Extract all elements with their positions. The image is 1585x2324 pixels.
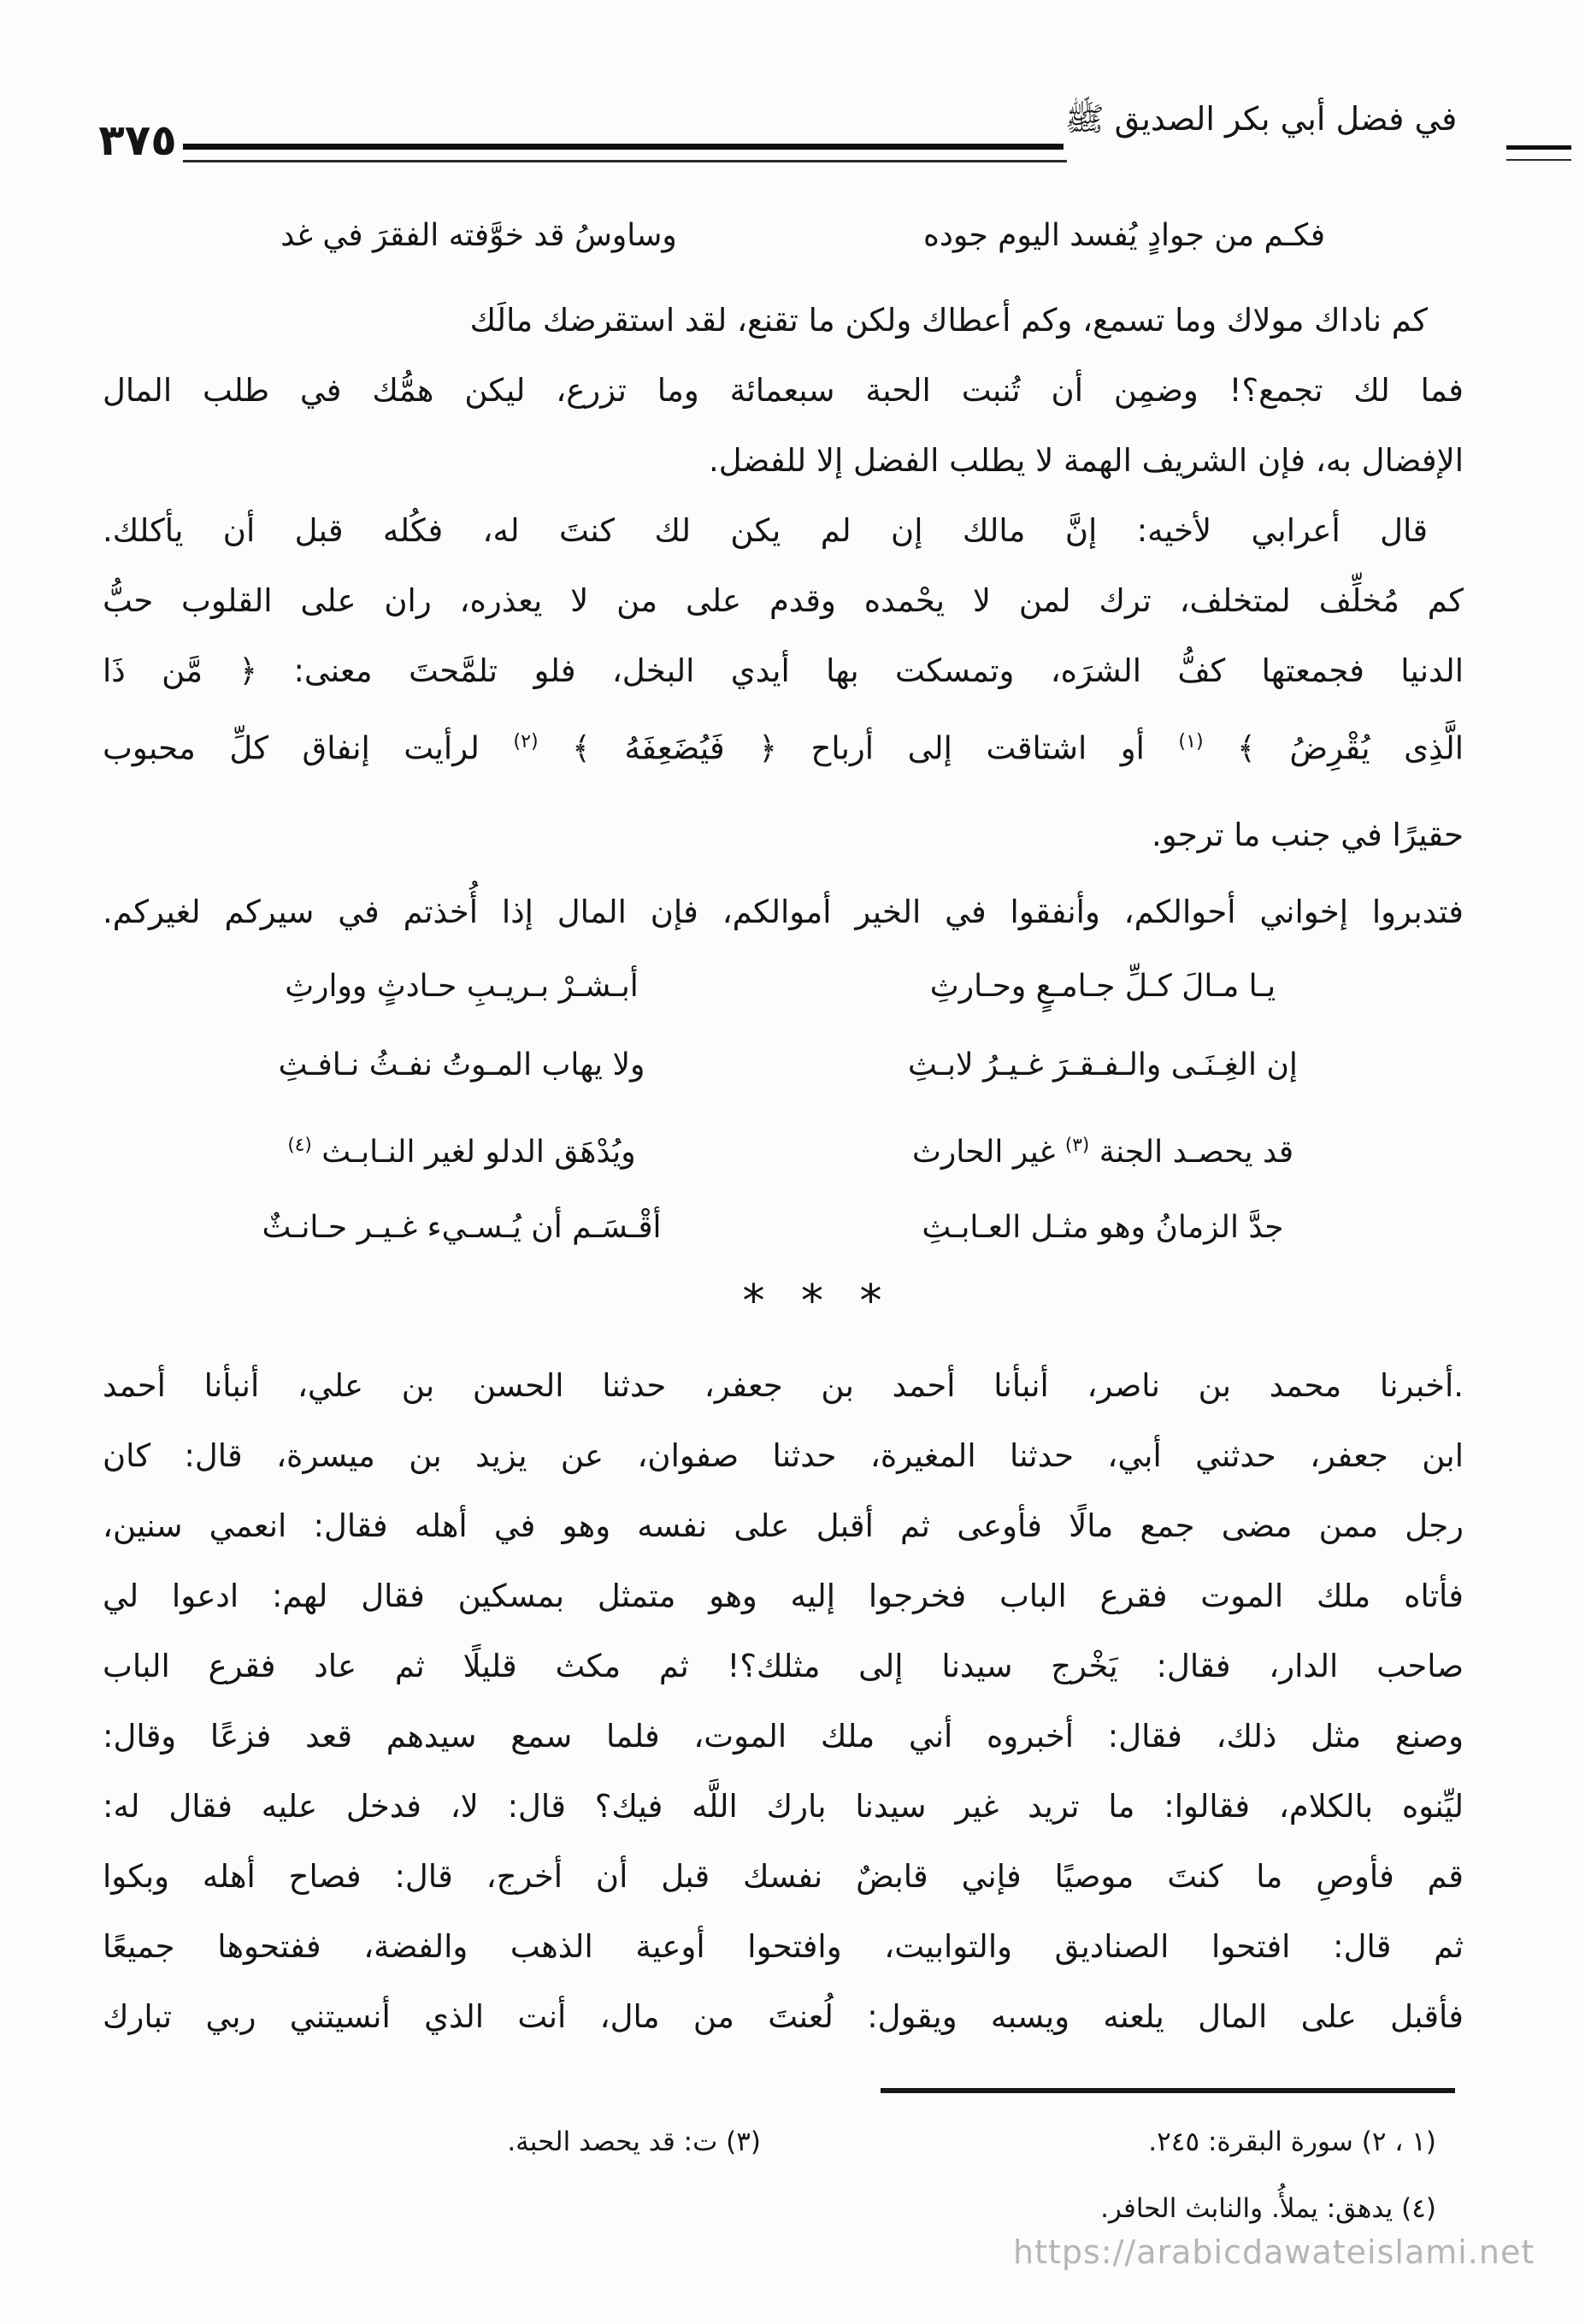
- text-line: وصنع مثل ذلك، فقال: أخبروه أني ملك الموت، فلما سمع سيدهم قعد فزعًا وقال:: [103, 1718, 1464, 1755]
- poem-verse1-left: أبـشـرْ بـريـبِ حـادثٍ ووارثِ: [285, 969, 639, 1004]
- footnote-4: (٤) يدهق: يملأُ. والنابث الحافر.: [1100, 2193, 1436, 2224]
- text-line: ابن جعفر، حدثني أبي، حدثنا المغيرة، حدثنا صفوان، عن يزيد بن ميسرة، قال: كان: [103, 1437, 1464, 1474]
- header-rule-thin: [183, 160, 1067, 162]
- poem-verse2-right: إن الغِـنَـى والـفـقـرَ غـيـرُ لابـثِ: [908, 1047, 1298, 1082]
- text-line: كم ناداك مولاك وما تسمع، وكم أعطاك ولكن ما تقنع، لقد استقرضك مالَك: [469, 302, 1428, 339]
- text-line: فتدبروا إخواني أحوالكم، وأنفقوا في الخير أموالكم، فإن المال إذا أُخذتم في سيركم لغيركم.: [103, 894, 1464, 930]
- poem-verse2-left: ولا يهاب المـوتُ نفـثُ نـافـثِ: [278, 1047, 645, 1082]
- section-separator-stars: * * *: [742, 1276, 882, 1327]
- footnote-3: (٣) ت: قد يحصد الحبة.: [507, 2126, 761, 2157]
- opening-verse-right-hemistich: فكـم من جوادٍ يُفسد اليوم جوده: [922, 218, 1326, 253]
- header-rule-stub-thin: [1506, 159, 1571, 161]
- opening-verse-left-hemistich: وساوسُ قد خوَّفته الفقرَ في غد: [280, 218, 677, 253]
- text-line: الإفضال به، فإن الشريف الهمة لا يطلب الفضل إلا للفضل.: [709, 442, 1464, 479]
- text-line: حقيرًا في جنب ما ترجو.: [1152, 817, 1464, 853]
- text-line: فأقبل على المال يلعنه ويسبه ويقول: لُعنتَ من مال، أنت الذي أنسيتني ربي تبارك: [103, 1998, 1464, 2035]
- site-watermark: https://arabicdawateislami.net: [1013, 2233, 1535, 2271]
- text-line: ثم قال: افتحوا الصناديق والتوابيت، وافتحوا أوعية الذهب والفضة، ففتحوها جميعًا: [103, 1928, 1464, 1965]
- text-segment: غير الحارث: [911, 1135, 1065, 1170]
- footnote-1-2: (١ ، ٢) سورة البقرة: ٢٤٥.: [1148, 2126, 1436, 2157]
- text-line: ليِّنوه بالكلام، فقالوا: ما تريد غير سيدنا بارك اللَّه فيك؟ قال: لا، فدخل عليه فقال له:: [103, 1788, 1464, 1825]
- header-rule-thick: [183, 144, 1064, 150]
- poem-verse4-left: أقْـسَـم أن يُـسـيء غـيـر حـانـثٌ: [262, 1210, 662, 1245]
- text-line: قال أعرابي لأخيه: إنَّ مالك إن لم يكن لك كنتَ له، فكُله قبل أن يأكلك.: [103, 512, 1428, 549]
- text-line: الدنيا فجمعتها كفُّ الشرَه، وتمسكت بها أيدي البخل، فلو تلمَّحتَ معنى: ﴿ مَّن ذَا: [103, 652, 1464, 689]
- quran-quote-segment: الَّذِى يُقْرِضُ ﴾: [1203, 729, 1464, 767]
- text-segment: قد يحصـد الجنة: [1089, 1135, 1294, 1170]
- text-line: قم فأوصِ ما كنتَ موصيًا فإني قابضٌ نفسك قبل أن أخرج، قال: فصاح أهله وبكوا: [103, 1858, 1464, 1895]
- text-line: رجل ممن مضى جمع مالًا فأوعى ثم أقبل على نفسه وهو في أهله فقال: انعمي سنين،: [103, 1507, 1464, 1544]
- text-line: فما لك تجمع؟! وضمِن أن تُنبت الحبة سبعمائة وما تزرع، ليكن همُّك في طلب المال: [103, 372, 1464, 409]
- footnote-marker-2: (٢): [513, 730, 539, 752]
- footnote-marker-4: (٤): [287, 1135, 312, 1156]
- text-segment: ويُدْهَق الدلو لغير النـابـث: [311, 1135, 636, 1170]
- text-line: كم مُخلِّف لمتخلف، ترك لمن لا يحْمده وقدم على من لا يعذره، ران على القلوب حبُّ: [103, 582, 1464, 619]
- footnote-separator-rule: [881, 2088, 1455, 2093]
- text-line: صاحب الدار، فقال: يَخْرج سيدنا إلى مثلك؟! ثم مكث قليلًا ثم عاد فقرع الباب: [103, 1648, 1464, 1684]
- poem-verse3-left: [231, 1122, 692, 1177]
- chapter-header-title: في فضل أبي بكر الصديق ﷺ: [1064, 100, 1458, 138]
- text-line-with-quran: [103, 717, 1464, 773]
- page-number: ٣٧٥: [98, 115, 177, 165]
- footnote-marker-3: (٣): [1064, 1135, 1090, 1156]
- text-line: .أخبرنا محمد بن ناصر، أنبأنا أحمد بن جعفر، حدثنا الحسن بن علي، أنبأنا أحمد: [103, 1367, 1464, 1404]
- poem-verse4-right: جدَّ الزمانُ وهو مثـل العـابـثِ: [922, 1210, 1284, 1245]
- quran-quote-segment: أو اشتاقت إلى أرباح ﴿ فَيُضَعِفَهُ ﴾: [538, 729, 1179, 767]
- text-segment: لرأيت إنفاق كلِّ محبوب: [103, 729, 514, 767]
- poem-verse3-right: [863, 1122, 1342, 1177]
- poem-verse1-right: يـا مـالَ كـلِّ جـامـعٍ وحـارثِ: [929, 969, 1276, 1004]
- header-rule-stub-thick: [1506, 145, 1571, 150]
- footnote-marker-1: (١): [1178, 730, 1204, 752]
- text-line: فأتاه ملك الموت فقرع الباب فخرجوا إليه وهو متمثل بمسكين فقال لهم: ادعوا لي: [103, 1578, 1464, 1614]
